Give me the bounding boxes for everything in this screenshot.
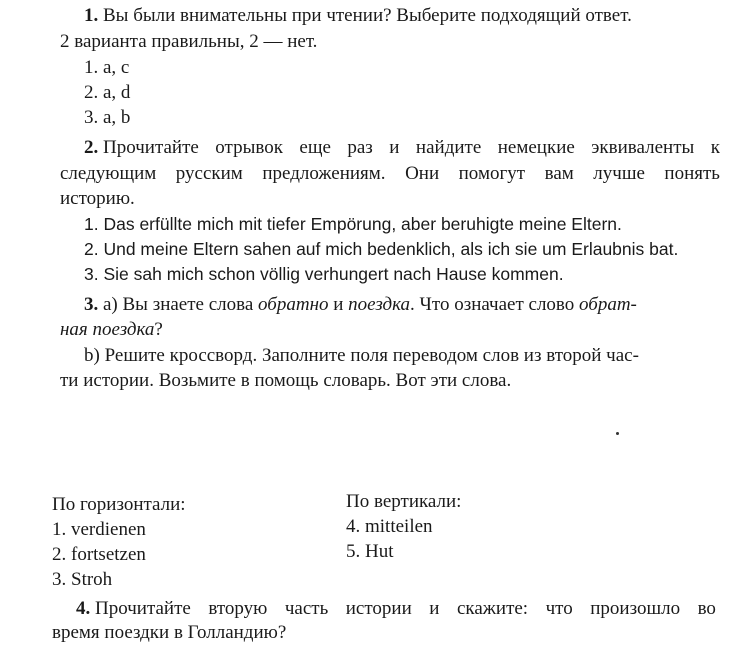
task2-line2 bbox=[60, 162, 720, 186]
task2-word: немецкие bbox=[497, 137, 575, 158]
task4-word: часть bbox=[284, 598, 329, 619]
task3-a-mid: . Что означает слово bbox=[410, 294, 575, 315]
task3-a-end: ? bbox=[154, 319, 163, 340]
task2-word: раз bbox=[347, 137, 373, 158]
task4-word: во bbox=[697, 598, 716, 619]
task2-word: Прочитайте bbox=[103, 137, 199, 158]
task3-a-line1 bbox=[84, 293, 637, 317]
task2-word: лучше bbox=[593, 163, 645, 184]
task4-line2: время поездки в Голландию? bbox=[52, 622, 287, 643]
task4-word: вторую bbox=[208, 598, 268, 619]
task3-a-prefix: a) Вы знаете слова bbox=[103, 294, 254, 315]
task2-number: 2. bbox=[84, 137, 99, 158]
task4-word: что bbox=[545, 598, 573, 619]
task2-word: следующим bbox=[60, 163, 157, 184]
task4-word: Прочитайте bbox=[95, 598, 191, 619]
task2-word: найдите bbox=[415, 137, 482, 158]
vertical-item-1: 4. mitteilen bbox=[346, 516, 433, 537]
task3-b-line2: ти истории. Возьмите в помощь словарь. Вот эти слова. bbox=[60, 370, 512, 391]
task2-word: отрывок bbox=[215, 137, 283, 158]
task4-word: скажите: bbox=[456, 598, 529, 619]
task2-word: помогут bbox=[458, 163, 526, 184]
task2-word: Они bbox=[405, 163, 440, 184]
task2-sentence-1: 1. Das erfüllte mich mit tiefer Empörung, aber beruhigte meine Eltern. bbox=[84, 214, 622, 234]
task4-number: 4. bbox=[76, 598, 91, 619]
task2-line3: историю. bbox=[60, 188, 135, 209]
vertical-title: По вертикали: bbox=[346, 491, 462, 512]
task2-word: предложениям. bbox=[262, 163, 386, 184]
task2-word: и bbox=[389, 137, 400, 158]
task2-sentence-2: 2. Und meine Eltern sahen auf mich bedenklich, als ich sie um Erlaubnis bat. bbox=[84, 239, 679, 259]
task2-word: эквиваленты bbox=[591, 137, 695, 158]
task1-line1 bbox=[84, 4, 632, 28]
task3-a-word3-part1: обрат- bbox=[579, 294, 637, 315]
task3-a-line2 bbox=[60, 318, 163, 342]
task1-line2: 2 варианта правильны, 2 — нет. bbox=[60, 31, 318, 52]
task2-sentence-3: 3. Sie sah mich schon völlig verhungert nach Hause kommen. bbox=[84, 264, 564, 284]
task4-line1 bbox=[76, 597, 716, 621]
horizontal-item-3: 3. Stroh bbox=[52, 569, 113, 590]
task1-option-2: 2. a, d bbox=[84, 82, 131, 103]
task2-line1 bbox=[84, 136, 720, 160]
task2-word: еще bbox=[299, 137, 331, 158]
task2-word: к bbox=[710, 137, 720, 158]
task4-word: произошло bbox=[590, 598, 681, 619]
task4-word: и bbox=[429, 598, 440, 619]
task3-b-line1: b) Решите кроссворд. Заполните поля переводом слов из второй час- bbox=[84, 345, 639, 366]
horizontal-title: По горизонтали: bbox=[52, 494, 186, 515]
task4-word: истории bbox=[345, 598, 412, 619]
task3-a-word3-part2: ная поездка bbox=[60, 319, 155, 340]
task1-option-1: 1. a, c bbox=[84, 57, 130, 78]
vertical-item-2: 5. Hut bbox=[346, 541, 394, 562]
horizontal-item-1: 1. verdienen bbox=[52, 519, 146, 540]
task2-word: русским bbox=[175, 163, 243, 184]
task3-a-word1: обратно bbox=[258, 294, 329, 315]
task2-word: вам bbox=[544, 163, 574, 184]
task1-number: 1. bbox=[84, 5, 99, 26]
task3-number: 3. bbox=[84, 294, 99, 315]
task3-a-word2: поездка bbox=[348, 294, 411, 315]
task1-text-line1: Вы были внимательны при чтении? Выберите подходящий ответ. bbox=[103, 5, 632, 26]
scan-speck bbox=[616, 432, 619, 435]
task3-a-and: и bbox=[333, 294, 344, 315]
horizontal-item-2: 2. fortsetzen bbox=[52, 544, 146, 565]
task1-option-3: 3. a, b bbox=[84, 107, 131, 128]
task2-word: понять bbox=[664, 163, 720, 184]
